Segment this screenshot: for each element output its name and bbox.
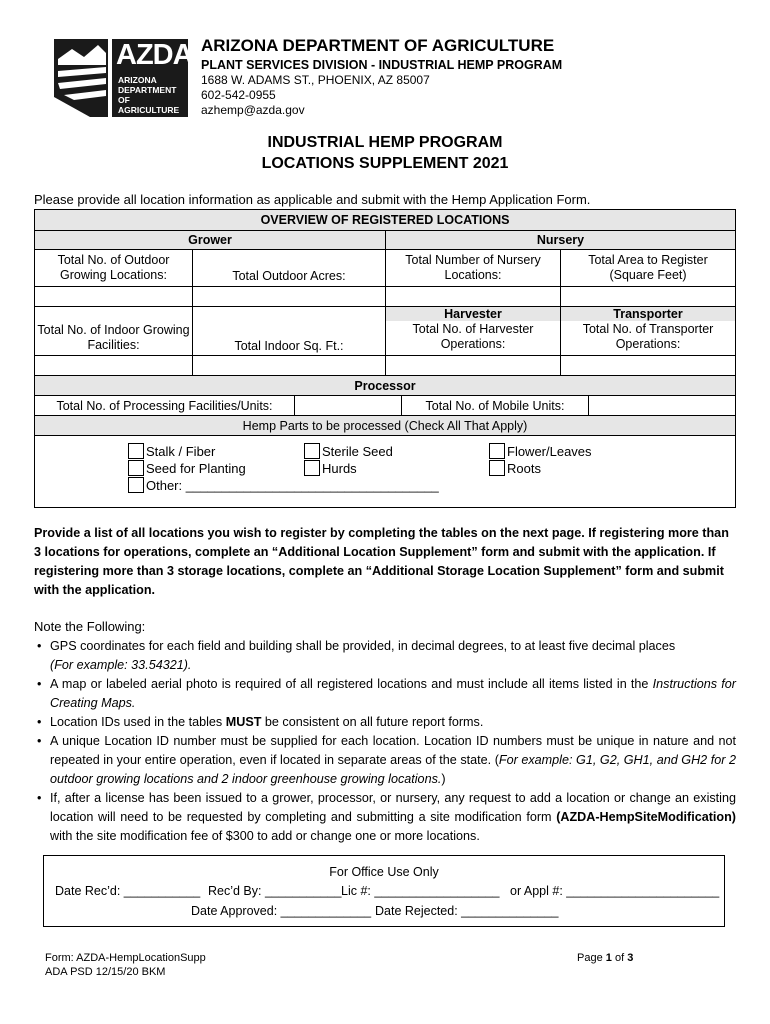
instructions-paragraph: Provide a list of all locations you wish to register by completing the tables on the next page. If registering more than 3 locations for operations, complete an “Additional Location Supplement” form and submit with the application. If registering more than 3 storage locations, complete an “Additional Storage Location Supplement” form and submit with the application. (34, 526, 729, 597)
transporter-heading: Transporter (560, 306, 735, 321)
note-unique-id: • A unique Location ID number must be supplied for each location. Location ID numbers must be unique in nature and not repeated in your entire operation, even if located in separate areas of the state. (For example: G1, G2, GH1, and GH2 for 2 outdoor growing locations and 2 indoor greenhouse growing locations.) (34, 732, 736, 789)
mobile-units-label: Total No. of Mobile Units: (401, 395, 588, 415)
checkbox-other[interactable]: Other: ___________________________________ (128, 477, 439, 494)
checkbox-seed-planting[interactable]: Seed for Planting (128, 460, 246, 477)
agency-phone: 602-542-0955 (201, 88, 276, 102)
hemp-parts-heading: Hemp Parts to be processed (Check All That Apply) (35, 415, 735, 435)
agency-name: ARIZONA DEPARTMENT OF AGRICULTURE (201, 36, 555, 55)
indoor-sqft-label: Total Indoor Sq. Ft.: (192, 306, 385, 355)
harvester-heading: Harvester (385, 306, 560, 321)
checkbox-icon[interactable] (128, 477, 144, 493)
mobile-units-input[interactable] (588, 395, 735, 415)
indoor-facilities-label: Total No. of Indoor Growing Facilities: (35, 306, 192, 355)
transporter-ops-label: Total No. of Transporter Operations: (560, 321, 735, 355)
checkbox-hurds[interactable]: Hurds (304, 460, 357, 477)
checkbox-icon[interactable] (489, 460, 505, 476)
indoor-facilities-input[interactable] (35, 355, 192, 375)
application-number-field[interactable]: or Appl #: ______________________ (510, 884, 720, 898)
checkbox-icon[interactable] (304, 443, 320, 459)
checkbox-stalk[interactable]: Stalk / Fiber (128, 443, 215, 460)
date-approved-field[interactable]: Date Approved: _____________ (191, 904, 372, 918)
date-rejected-field[interactable]: Date Rejected: ______________ (375, 904, 559, 918)
office-use-title: For Office Use Only (329, 865, 439, 879)
logo-subtitle: ARIZONA DEPARTMENT OF AGRICULTURE (118, 75, 180, 115)
nursery-number-input[interactable] (385, 286, 560, 306)
office-use-box (43, 855, 725, 927)
checkbox-roots[interactable]: Roots (489, 460, 541, 477)
intro-text: Please provide all location information as applicable and submit with the Hemp Application Form. (34, 192, 591, 207)
nursery-number-label: Total Number of Nursery Locations: (385, 249, 560, 286)
nursery-area-label: Total Area to Register (Square Feet) (560, 249, 735, 286)
outdoor-acres-input[interactable] (192, 286, 385, 306)
processor-heading: Processor (35, 375, 735, 395)
checkbox-icon[interactable] (304, 460, 320, 476)
checkbox-icon[interactable] (489, 443, 505, 459)
division-name: PLANT SERVICES DIVISION - INDUSTRIAL HEMP PROGRAM (201, 58, 563, 72)
processing-units-input[interactable] (294, 395, 401, 415)
notes-heading: Note the Following: (34, 619, 146, 634)
form-id: Form: AZDA-HempLocationSupp ADA PSD 12/15/20 BKM (45, 952, 206, 978)
logo-title: AZDA (116, 39, 193, 71)
overview-table (34, 209, 736, 508)
checkbox-icon[interactable] (128, 443, 144, 459)
harvester-ops-input[interactable] (385, 355, 560, 375)
checkbox-icon[interactable] (128, 460, 144, 476)
nursery-heading: Nursery (385, 230, 735, 249)
outdoor-locations-label: Total No. of Outdoor Growing Locations: (35, 249, 192, 286)
agency-address: 1688 W. ADAMS ST., PHOENIX, AZ 85007 (201, 73, 430, 87)
indoor-sqft-input[interactable] (192, 355, 385, 375)
license-number-field[interactable]: Lic #: __________________ (341, 884, 500, 898)
outdoor-acres-label: Total Outdoor Acres: (192, 249, 385, 286)
note-location-ids: • Location IDs used in the tables MUST be consistent on all future report forms. (34, 713, 736, 732)
checkbox-sterile-seed[interactable]: Sterile Seed (304, 443, 393, 460)
agency-email[interactable]: azhemp@azda.gov (201, 103, 305, 117)
nursery-area-input[interactable] (560, 286, 735, 306)
outdoor-locations-input[interactable] (35, 286, 192, 306)
transporter-ops-input[interactable] (560, 355, 735, 375)
overview-heading: OVERVIEW OF REGISTERED LOCATIONS (35, 210, 735, 230)
received-by-field[interactable]: Rec’d By: ___________ (208, 884, 342, 898)
page-number: Page 1 of 3 (577, 952, 634, 964)
note-map: • A map or labeled aerial photo is required of all registered locations and must include all items listed in the Instructions for Creating Maps. (34, 675, 736, 713)
note-gps: • GPS coordinates for each field and building shall be provided, in decimal degrees, to at least five decimal places (For example: 33.54321). (34, 637, 736, 675)
document-title: INDUSTRIAL HEMP PROGRAM LOCATIONS SUPPLEMENT 2021 (261, 134, 509, 172)
azda-logo (50, 35, 193, 121)
agency-info (201, 36, 562, 118)
date-received-field[interactable]: Date Rec’d: ___________ (55, 884, 201, 898)
harvester-ops-label: Total No. of Harvester Operations: (385, 321, 560, 355)
grower-heading: Grower (35, 230, 385, 249)
note-site-modification: • If, after a license has been issued to a grower, processor, or nursery, any request to add a location or change an existing location will need to be requested by completing and submitting a site modification form (AZDA-HempSiteModification) with the site modification fee of $300 to add or change one or more locations. (34, 789, 736, 846)
checkbox-flower[interactable]: Flower/Leaves (489, 443, 592, 460)
processing-units-label: Total No. of Processing Facilities/Units: (35, 395, 294, 415)
notes-list (34, 637, 736, 846)
